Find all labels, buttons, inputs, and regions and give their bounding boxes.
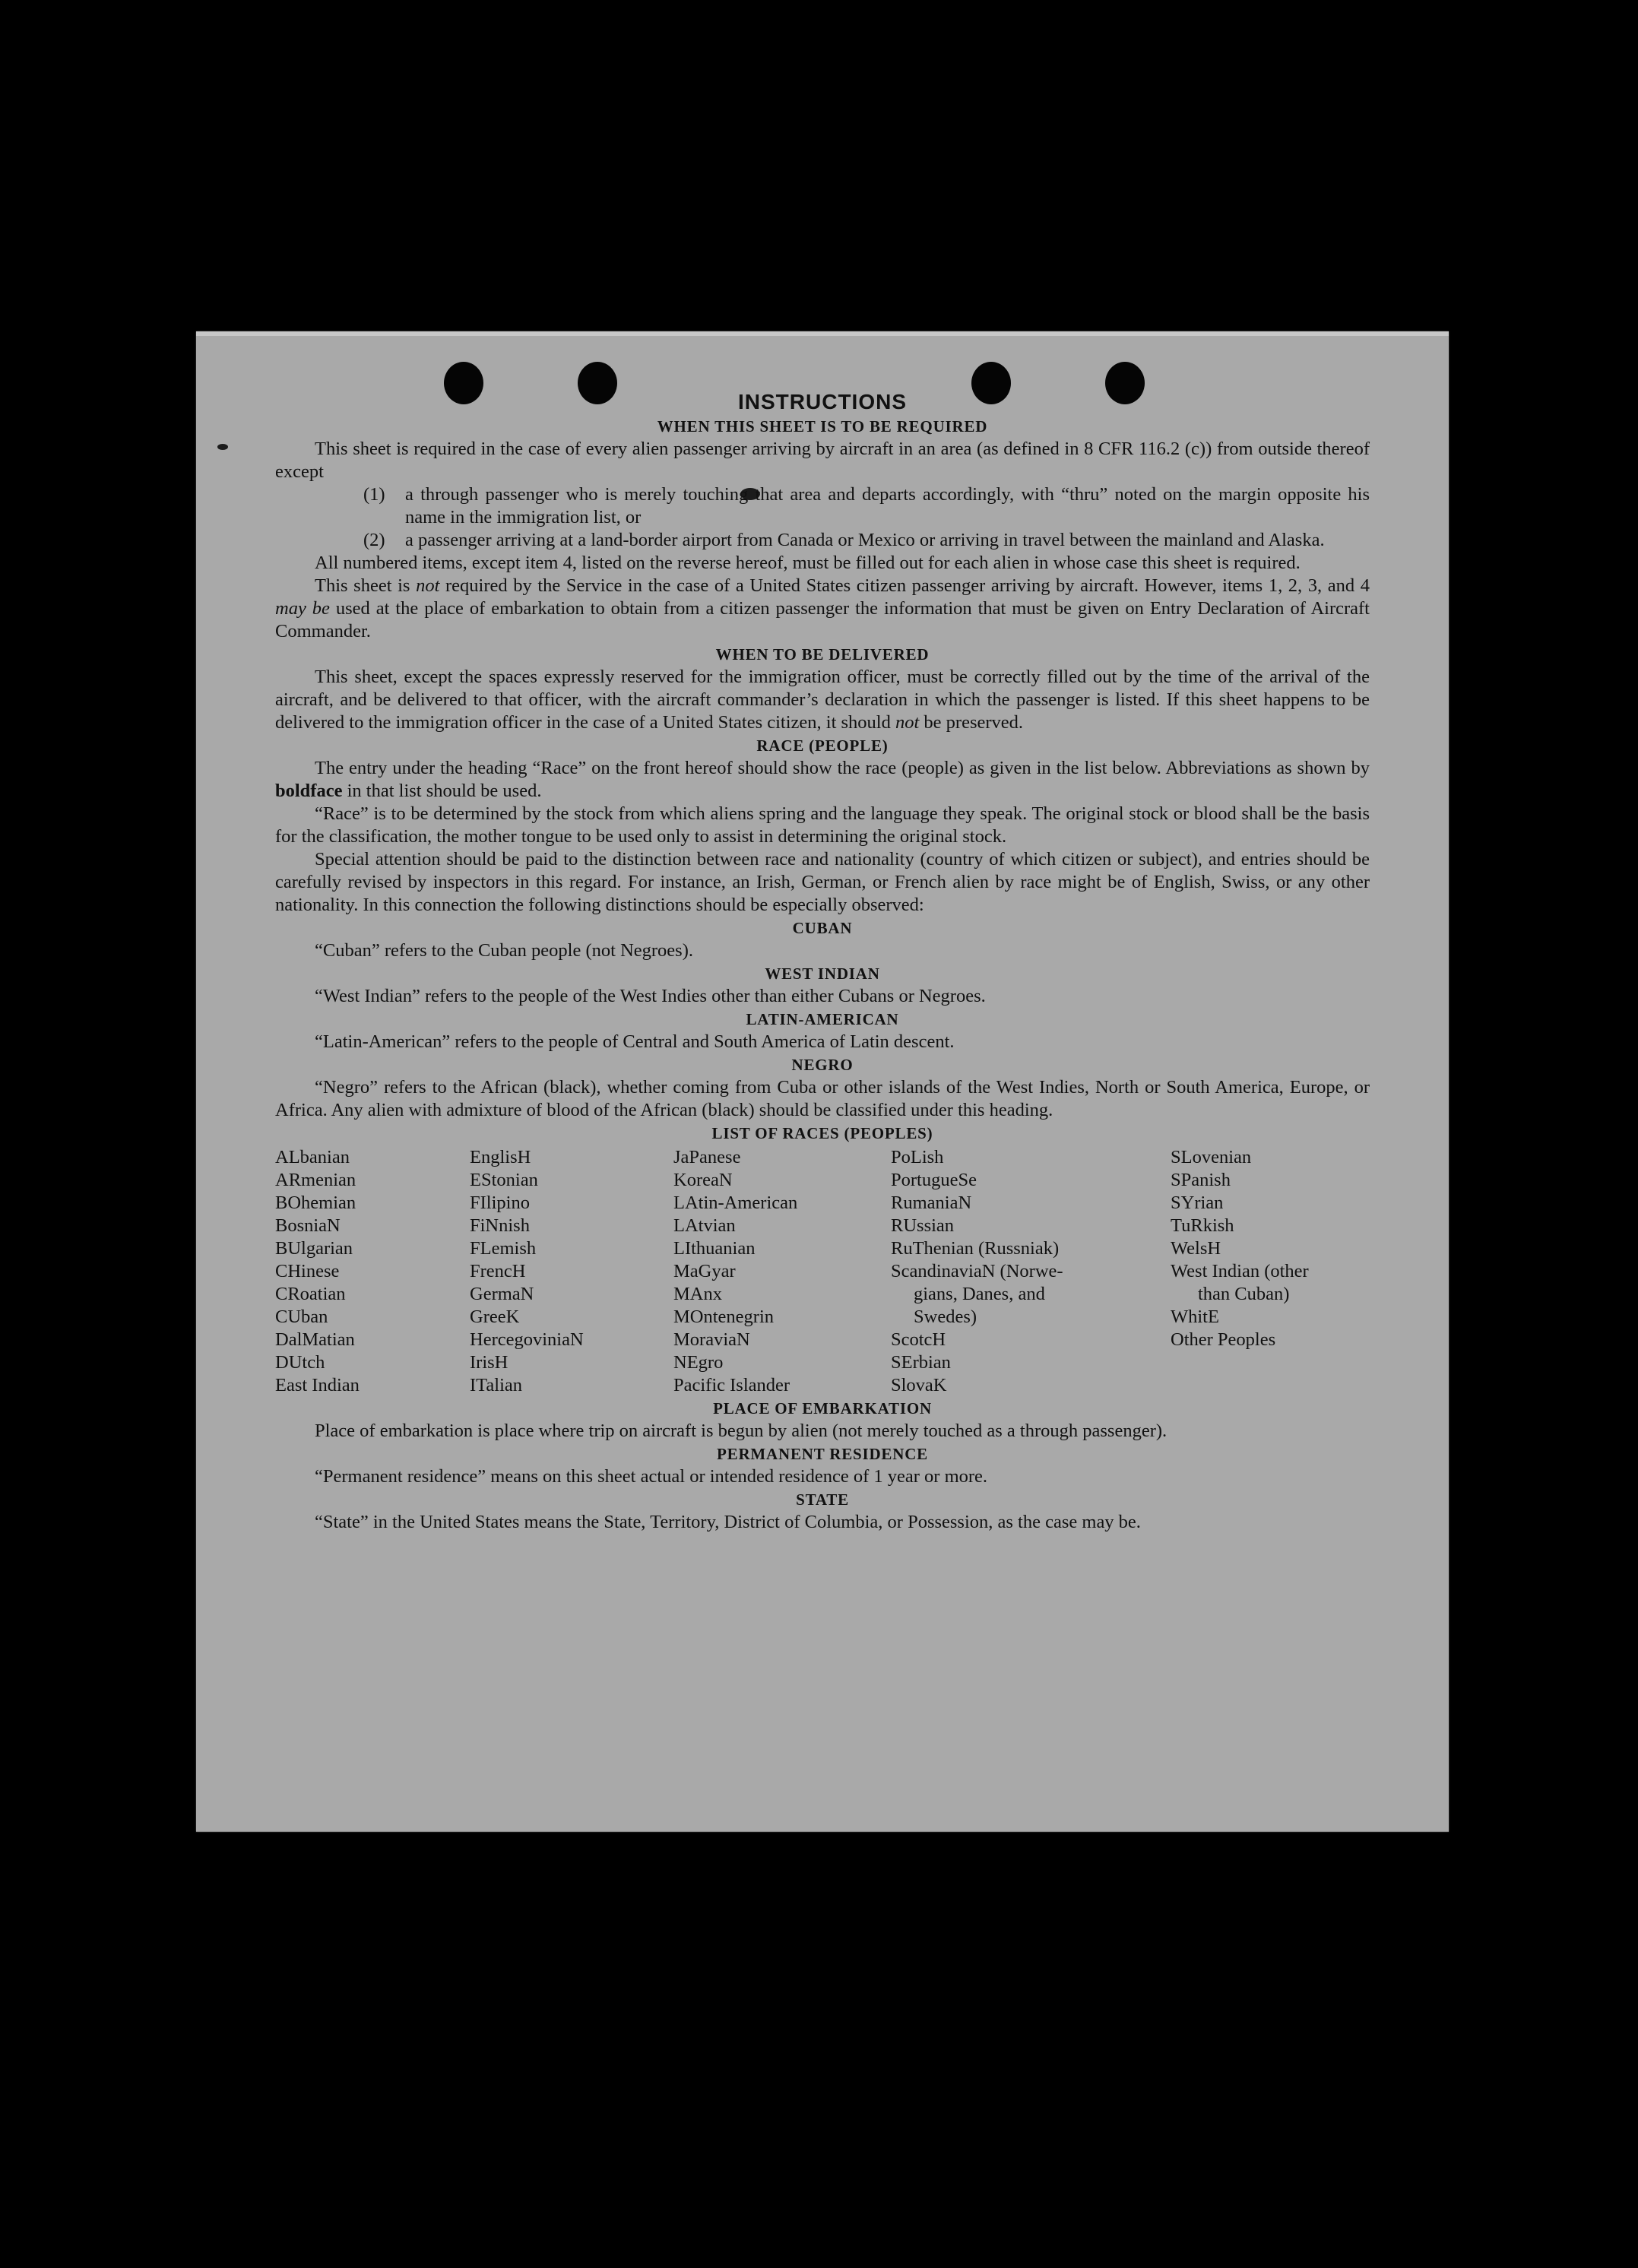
section-heading-embarkation: PLACE OF EMBARKATION <box>713 1399 932 1418</box>
race-entry: TuRkish <box>1171 1215 1234 1236</box>
clause-number: (1) <box>363 484 385 505</box>
race-entry-continued: than Cuban) <box>1198 1284 1290 1304</box>
race-entry: SPanish <box>1171 1170 1231 1190</box>
race-entry: SLovenian <box>1171 1147 1252 1167</box>
race-entry: SErbian <box>891 1352 951 1373</box>
race-entry: FLemish <box>470 1238 537 1259</box>
race-entry: EStonian <box>470 1170 538 1190</box>
race-entry: LAtvian <box>673 1215 736 1236</box>
race-entry: MoraviaN <box>673 1329 750 1350</box>
race-entry: SlovaK <box>891 1375 947 1395</box>
clause-1 <box>275 483 1370 529</box>
section-heading-race: RACE (PEOPLE) <box>756 736 889 755</box>
race-column <box>470 1146 673 1397</box>
race-entry: IrisH <box>470 1352 509 1373</box>
clause-2 <box>275 529 1370 552</box>
race-entry: KoreaN <box>673 1170 733 1190</box>
race-entry: Pacific Islander <box>673 1375 790 1395</box>
paragraph-west-indian: “West Indian” refers to the people of the West Indies other than either Cubans or Negroes. <box>315 986 986 1006</box>
paragraph-residence: “Permanent residence” means on this sheet actual or intended residence of 1 year or more. <box>315 1466 988 1487</box>
race-entry: ARmenian <box>275 1170 356 1190</box>
section-heading-negro: NEGRO <box>791 1056 854 1074</box>
paragraph-cuban: “Cuban” refers to the Cuban people (not Negroes). <box>315 940 693 961</box>
section-heading-latin-american: LATIN-AMERICAN <box>746 1010 899 1028</box>
race-entry: CRoatian <box>275 1284 346 1304</box>
clause-number: (2) <box>363 530 385 550</box>
race-entry: MaGyar <box>673 1261 736 1281</box>
race-entry: ITalian <box>470 1375 523 1395</box>
paragraph-race-3: Special attention should be paid to the distinction between race and nationality (country of which citizen or subject), and entries should be carefully revised by inspectors in this regard. For instance, an Irish, German, or French alien by race might be of English, Swiss, or any other nationality. In this connection the following distinctions should be especially observed: <box>275 849 1370 915</box>
race-entry: ScotcH <box>891 1329 946 1350</box>
race-entry: RuThenian (Russniak) <box>891 1238 1060 1259</box>
race-entry: DUtch <box>275 1352 325 1373</box>
race-entry: East Indian <box>275 1375 360 1395</box>
race-entry: ScandinaviaN (Norwe- <box>891 1261 1063 1281</box>
paragraph-race-2: “Race” is to be determined by the stock from which aliens spring and the language they speak. The original stock or blood shall be the basis for the classification, the mother tongue to be used only to assist in determining the original stock. <box>275 803 1370 847</box>
race-entry: PortugueSe <box>891 1170 977 1190</box>
section-heading-required: WHEN THIS SHEET IS TO BE REQUIRED <box>657 417 988 436</box>
section-heading-delivered: WHEN TO BE DELIVERED <box>715 645 930 664</box>
race-entry: BosniaN <box>275 1215 341 1236</box>
clause-text: a through passenger who is merely touching that area and departs accordingly, with “thru” noted on the margin opposite his name in the immigration list, or <box>405 484 1370 527</box>
race-entry: CHinese <box>275 1261 340 1281</box>
race-entry: BOhemian <box>275 1193 356 1213</box>
paragraph-delivered: This sheet, except the spaces expressly reserved for the immigration officer, must be correctly filled out by the time of the arrival of the aircraft, and be delivered to that officer, with the aircraft commander’s declaration in which the passenger is listed. If this sheet happens to be delivered to the immigration officer in the case of a United States citizen, it should not be preserved. <box>275 667 1370 733</box>
instructions-body <box>275 389 1370 1534</box>
race-entry-continued: gians, Danes, and <box>914 1284 1045 1304</box>
race-entry: HercegoviniaN <box>470 1329 584 1350</box>
paragraph-negro: “Negro” refers to the African (black), whether coming from Cuba or other islands of the West Indies, North or South America, Europe, or Africa. Any alien with admixture of blood of the African (black) should be classified under this heading. <box>275 1077 1370 1120</box>
sheet-top-edge <box>196 331 1449 336</box>
race-column <box>1171 1146 1370 1397</box>
paragraph-numbered-items: All numbered items, except item 4, listed on the reverse hereof, must be filled out for each alien in whose case this sheet is required. <box>315 553 1301 573</box>
race-entry: CUban <box>275 1307 328 1327</box>
race-entry: Other Peoples <box>1171 1329 1276 1350</box>
paragraph-embarkation: Place of embarkation is place where trip on aircraft is begun by alien (not merely touched as a through passenger). <box>315 1421 1168 1441</box>
race-entry: MAnx <box>673 1284 722 1304</box>
race-entry: FiNnish <box>470 1215 530 1236</box>
race-column <box>891 1146 1171 1397</box>
race-entry-continued: Swedes) <box>914 1307 977 1327</box>
document-sheet <box>196 331 1449 1832</box>
race-entry: GreeK <box>470 1307 520 1327</box>
race-entry: WhitE <box>1171 1307 1219 1327</box>
race-entry: NEgro <box>673 1352 724 1373</box>
clause-text: a passenger arriving at a land-border airport from Canada or Mexico or arriving in travel between the mainland and Alaska. <box>405 530 1325 550</box>
race-list <box>275 1146 1370 1397</box>
paragraph-race-1: The entry under the heading “Race” on the front hereof should show the race (people) as given in the list below. Abbreviations as shown by boldface in that list should be used. <box>275 758 1370 801</box>
race-entry: ALbanian <box>275 1147 350 1167</box>
race-entry: GermaN <box>470 1284 534 1304</box>
race-entry: LIthuanian <box>673 1238 756 1259</box>
race-entry: WelsH <box>1171 1238 1221 1259</box>
race-entry: DalMatian <box>275 1329 355 1350</box>
race-entry: LAtin-American <box>673 1193 798 1213</box>
section-heading-residence: PERMANENT RESIDENCE <box>717 1445 928 1463</box>
section-heading-list-of-races: LIST OF RACES (PEOPLES) <box>711 1124 933 1142</box>
race-entry: West Indian (other <box>1171 1261 1309 1281</box>
paragraph-latin-american: “Latin-American” refers to the people of Central and South America of Latin descent. <box>315 1031 955 1052</box>
ink-smudge <box>217 444 228 450</box>
paragraph-required-intro: This sheet is required in the case of every alien passenger arriving by aircraft in an area (as defined in 8 CFR 116.2 (c)) from outside thereof except <box>275 439 1370 482</box>
race-entry: JaPanese <box>673 1147 741 1167</box>
section-heading-cuban: CUBAN <box>792 919 853 937</box>
race-entry: SYrian <box>1171 1193 1224 1213</box>
race-column <box>275 1146 470 1397</box>
race-entry: RumaniaN <box>891 1193 972 1213</box>
race-entry: PoLish <box>891 1147 944 1167</box>
paragraph-citizen: This sheet is not required by the Service in the case of a United States citizen passenger arriving by aircraft. However, items 1, 2, 3, and 4 may be used at the place of embarkation to obtain from a citizen passenger the information that must be given on Entry Declaration of Aircraft Commander. <box>275 575 1370 641</box>
section-heading-west-indian: WEST INDIAN <box>765 965 880 983</box>
page-title: INSTRUCTIONS <box>738 390 907 413</box>
paragraph-state: “State” in the United States means the State, Territory, District of Columbia, or Possession, as the case may be. <box>315 1512 1141 1532</box>
race-entry: FrencH <box>470 1261 526 1281</box>
race-column <box>673 1146 891 1397</box>
race-entry: RUssian <box>891 1215 955 1236</box>
race-entry: EnglisH <box>470 1147 531 1167</box>
race-entry: BUlgarian <box>275 1238 353 1259</box>
race-entry: FIlipino <box>470 1193 530 1213</box>
race-entry: MOntenegrin <box>673 1307 774 1327</box>
section-heading-state: STATE <box>796 1490 849 1509</box>
